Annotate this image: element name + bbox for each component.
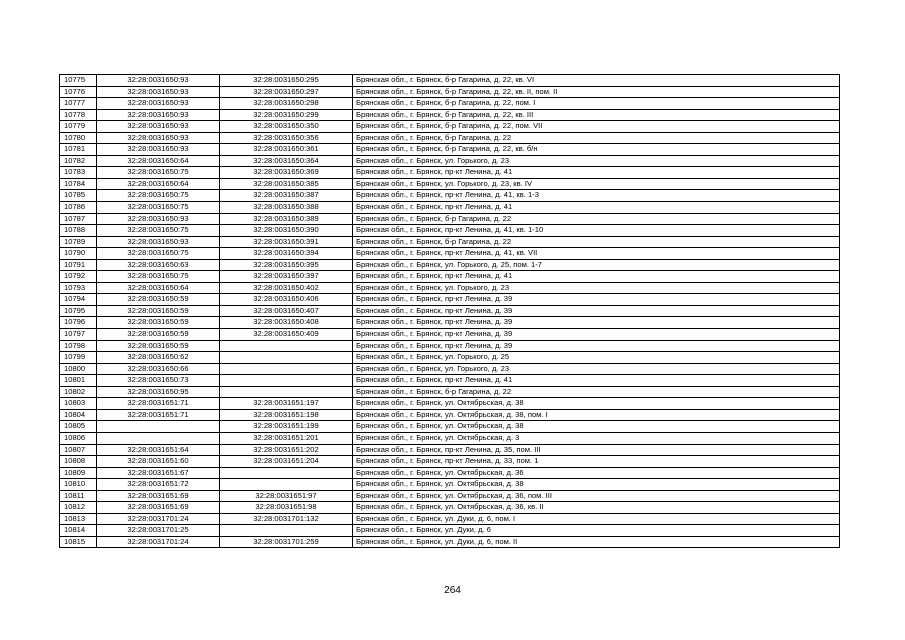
- land-cadastral-number-cell: 32:28:0031650:59: [97, 317, 220, 329]
- row-number-cell: 10811: [60, 490, 97, 502]
- row-number-cell: 10782: [60, 155, 97, 167]
- land-cadastral-number-cell: 32:28:0031650:95: [97, 386, 220, 398]
- address-cell: Брянская обл., г. Брянск, пр-кт Ленина, д. 41, кв. 1-10: [353, 225, 840, 237]
- table-row: [60, 490, 840, 502]
- table-row: [60, 248, 840, 260]
- table-row: [60, 329, 840, 341]
- land-cadastral-number-cell: 32:28:0031650:59: [97, 340, 220, 352]
- land-cadastral-number-cell: 32:28:0031701:25: [97, 525, 220, 537]
- table-row: [60, 432, 840, 444]
- table-row: [60, 352, 840, 364]
- object-cadastral-number-cell: 32:28:0031650:388: [220, 202, 353, 214]
- row-number-cell: 10795: [60, 305, 97, 317]
- land-cadastral-number-cell: 32:28:0031650:64: [97, 155, 220, 167]
- object-cadastral-number-cell: 32:28:0031650:298: [220, 98, 353, 110]
- land-cadastral-number-cell: 32:28:0031650:75: [97, 271, 220, 283]
- land-cadastral-number-cell: 32:28:0031650:75: [97, 248, 220, 260]
- land-cadastral-number-cell: 32:28:0031650:63: [97, 259, 220, 271]
- address-cell: Брянская обл., г. Брянск, пр-кт Ленина, д. 41: [353, 375, 840, 387]
- land-cadastral-number-cell: 32:28:0031650:75: [97, 190, 220, 202]
- address-cell: Брянская обл., г. Брянск, пр-кт Ленина, д. 41: [353, 271, 840, 283]
- address-cell: Брянская обл., г. Брянск, б-р Гагарина, д. 22, пом. I: [353, 98, 840, 110]
- address-cell: Брянская обл., г. Брянск, ул. Дуки, д. 6, пом. II: [353, 536, 840, 548]
- row-number-cell: 10783: [60, 167, 97, 179]
- table-row: [60, 456, 840, 468]
- address-cell: Брянская обл., г. Брянск, пр-кт Ленина, д. 35, пом. III: [353, 444, 840, 456]
- address-cell: Брянская обл., г. Брянск, пр-кт Ленина, д. 39: [353, 340, 840, 352]
- address-cell: Брянская обл., г. Брянск, пр-кт Ленина, д. 41: [353, 202, 840, 214]
- object-cadastral-number-cell: 32:28:0031650:385: [220, 178, 353, 190]
- table-row: [60, 317, 840, 329]
- row-number-cell: 10794: [60, 294, 97, 306]
- table-row: [60, 421, 840, 433]
- row-number-cell: 10806: [60, 432, 97, 444]
- table-row: [60, 305, 840, 317]
- object-cadastral-number-cell: 32:28:0031650:394: [220, 248, 353, 260]
- land-cadastral-number-cell: 32:28:0031650:59: [97, 329, 220, 341]
- object-cadastral-number-cell: [220, 525, 353, 537]
- address-cell: Брянская обл., г. Брянск, б-р Гагарина, д. 22, кв. б/н: [353, 144, 840, 156]
- object-cadastral-number-cell: 32:28:0031651:197: [220, 398, 353, 410]
- land-cadastral-number-cell: 32:28:0031650:93: [97, 236, 220, 248]
- object-cadastral-number-cell: 32:28:0031650:364: [220, 155, 353, 167]
- row-number-cell: 10797: [60, 329, 97, 341]
- address-cell: Брянская обл., г. Брянск, ул. Октябрьская, д. 36, пом. III: [353, 490, 840, 502]
- row-number-cell: 10804: [60, 409, 97, 421]
- object-cadastral-number-cell: [220, 375, 353, 387]
- object-cadastral-number-cell: 32:28:0031650:402: [220, 282, 353, 294]
- land-cadastral-number-cell: 32:28:0031650:75: [97, 167, 220, 179]
- object-cadastral-number-cell: 32:28:0031651:97: [220, 490, 353, 502]
- row-number-cell: 10779: [60, 121, 97, 133]
- object-cadastral-number-cell: 32:28:0031701:132: [220, 513, 353, 525]
- table-row: [60, 167, 840, 179]
- address-cell: Брянская обл., г. Брянск, пр-кт Ленина, д. 39: [353, 305, 840, 317]
- address-cell: Брянская обл., г. Брянск, б-р Гагарина, д. 22: [353, 213, 840, 225]
- row-number-cell: 10787: [60, 213, 97, 225]
- table-row: [60, 178, 840, 190]
- table-row: [60, 340, 840, 352]
- row-number-cell: 10808: [60, 456, 97, 468]
- table-row: [60, 479, 840, 491]
- address-cell: Брянская обл., г. Брянск, ул. Горького, д. 25: [353, 352, 840, 364]
- table-row: [60, 271, 840, 283]
- address-cell: Брянская обл., г. Брянск, пр-кт Ленина, д. 41, кв. VII: [353, 248, 840, 260]
- object-cadastral-number-cell: 32:28:0031650:408: [220, 317, 353, 329]
- address-cell: Брянская обл., г. Брянск, ул. Октябрьская, д. 3: [353, 432, 840, 444]
- table-row: [60, 386, 840, 398]
- object-cadastral-number-cell: 32:28:0031650:391: [220, 236, 353, 248]
- row-number-cell: 10784: [60, 178, 97, 190]
- registry-table-body: [60, 75, 840, 548]
- land-cadastral-number-cell: 32:28:0031650:73: [97, 375, 220, 387]
- land-cadastral-number-cell: 32:28:0031650:59: [97, 294, 220, 306]
- object-cadastral-number-cell: [220, 386, 353, 398]
- table-row: [60, 190, 840, 202]
- table-row: [60, 536, 840, 548]
- address-cell: Брянская обл., г. Брянск, ул. Горького, д. 23, кв. IV: [353, 178, 840, 190]
- table-row: [60, 132, 840, 144]
- object-cadastral-number-cell: 32:28:0031650:390: [220, 225, 353, 237]
- object-cadastral-number-cell: 32:28:0031650:350: [220, 121, 353, 133]
- row-number-cell: 10801: [60, 375, 97, 387]
- land-cadastral-number-cell: 32:28:0031650:62: [97, 352, 220, 364]
- address-cell: Брянская обл., г. Брянск, ул. Октябрьская, д. 38: [353, 398, 840, 410]
- table-row: [60, 213, 840, 225]
- address-cell: Брянская обл., г. Брянск, пр-кт Ленина, д. 39: [353, 294, 840, 306]
- land-cadastral-number-cell: 32:28:0031650:75: [97, 202, 220, 214]
- object-cadastral-number-cell: 32:28:0031650:387: [220, 190, 353, 202]
- land-cadastral-number-cell: 32:28:0031650:64: [97, 282, 220, 294]
- address-cell: Брянская обл., г. Брянск, б-р Гагарина, д. 22, пом. VII: [353, 121, 840, 133]
- row-number-cell: 10791: [60, 259, 97, 271]
- row-number-cell: 10775: [60, 75, 97, 87]
- table-row: [60, 513, 840, 525]
- object-cadastral-number-cell: 32:28:0031650:297: [220, 86, 353, 98]
- table-row: [60, 236, 840, 248]
- object-cadastral-number-cell: [220, 467, 353, 479]
- table-row: [60, 467, 840, 479]
- land-cadastral-number-cell: 32:28:0031651:64: [97, 444, 220, 456]
- row-number-cell: 10812: [60, 502, 97, 514]
- table-row: [60, 375, 840, 387]
- row-number-cell: 10777: [60, 98, 97, 110]
- land-cadastral-number-cell: 32:28:0031650:93: [97, 98, 220, 110]
- table-row: [60, 259, 840, 271]
- land-cadastral-number-cell: [97, 421, 220, 433]
- table-row: [60, 144, 840, 156]
- land-cadastral-number-cell: 32:28:0031650:64: [97, 178, 220, 190]
- row-number-cell: 10798: [60, 340, 97, 352]
- row-number-cell: 10800: [60, 363, 97, 375]
- land-cadastral-number-cell: 32:28:0031650:93: [97, 109, 220, 121]
- address-cell: Брянская обл., г. Брянск, ул. Октябрьская, д. 36: [353, 467, 840, 479]
- land-cadastral-number-cell: 32:28:0031651:69: [97, 490, 220, 502]
- land-cadastral-number-cell: 32:28:0031651:67: [97, 467, 220, 479]
- object-cadastral-number-cell: 32:28:0031650:295: [220, 75, 353, 87]
- object-cadastral-number-cell: 32:28:0031650:356: [220, 132, 353, 144]
- object-cadastral-number-cell: [220, 352, 353, 364]
- land-cadastral-number-cell: 32:28:0031650:93: [97, 213, 220, 225]
- page-number: 264: [444, 585, 461, 596]
- row-number-cell: 10805: [60, 421, 97, 433]
- table-row: [60, 225, 840, 237]
- object-cadastral-number-cell: 32:28:0031650:407: [220, 305, 353, 317]
- row-number-cell: 10786: [60, 202, 97, 214]
- object-cadastral-number-cell: 32:28:0031650:389: [220, 213, 353, 225]
- object-cadastral-number-cell: 32:28:0031651:202: [220, 444, 353, 456]
- address-cell: Брянская обл., г. Брянск, ул. Горького, д. 23: [353, 155, 840, 167]
- object-cadastral-number-cell: 32:28:0031701:259: [220, 536, 353, 548]
- object-cadastral-number-cell: 32:28:0031650:406: [220, 294, 353, 306]
- land-cadastral-number-cell: 32:28:0031651:60: [97, 456, 220, 468]
- row-number-cell: 10815: [60, 536, 97, 548]
- row-number-cell: 10813: [60, 513, 97, 525]
- row-number-cell: 10788: [60, 225, 97, 237]
- row-number-cell: 10814: [60, 525, 97, 537]
- object-cadastral-number-cell: 32:28:0031650:369: [220, 167, 353, 179]
- land-cadastral-number-cell: 32:28:0031650:93: [97, 144, 220, 156]
- address-cell: Брянская обл., г. Брянск, ул. Горького, д. 23: [353, 363, 840, 375]
- object-cadastral-number-cell: 32:28:0031650:395: [220, 259, 353, 271]
- land-cadastral-number-cell: 32:28:0031651:69: [97, 502, 220, 514]
- row-number-cell: 10781: [60, 144, 97, 156]
- object-cadastral-number-cell: [220, 363, 353, 375]
- row-number-cell: 10778: [60, 109, 97, 121]
- land-cadastral-number-cell: 32:28:0031650:93: [97, 121, 220, 133]
- table-row: [60, 525, 840, 537]
- table-row: [60, 155, 840, 167]
- row-number-cell: 10796: [60, 317, 97, 329]
- address-cell: Брянская обл., г. Брянск, ул. Октябрьская, д. 38: [353, 421, 840, 433]
- land-cadastral-number-cell: 32:28:0031650:93: [97, 132, 220, 144]
- land-cadastral-number-cell: 32:28:0031650:93: [97, 86, 220, 98]
- row-number-cell: 10809: [60, 467, 97, 479]
- object-cadastral-number-cell: 32:28:0031650:409: [220, 329, 353, 341]
- land-cadastral-number-cell: 32:28:0031701:24: [97, 513, 220, 525]
- object-cadastral-number-cell: 32:28:0031650:299: [220, 109, 353, 121]
- registry-table: [59, 74, 840, 548]
- table-row: [60, 202, 840, 214]
- object-cadastral-number-cell: [220, 479, 353, 491]
- object-cadastral-number-cell: 32:28:0031651:198: [220, 409, 353, 421]
- row-number-cell: 10792: [60, 271, 97, 283]
- land-cadastral-number-cell: 32:28:0031650:66: [97, 363, 220, 375]
- table-row: [60, 75, 840, 87]
- address-cell: Брянская обл., г. Брянск, ул. Дуки, д. 6: [353, 525, 840, 537]
- object-cadastral-number-cell: [220, 340, 353, 352]
- land-cadastral-number-cell: [97, 432, 220, 444]
- row-number-cell: 10803: [60, 398, 97, 410]
- table-row: [60, 86, 840, 98]
- land-cadastral-number-cell: 32:28:0031650:59: [97, 305, 220, 317]
- address-cell: Брянская обл., г. Брянск, б-р Гагарина, д. 22: [353, 386, 840, 398]
- address-cell: Брянская обл., г. Брянск, ул. Горького, д. 25, пом. 1-7: [353, 259, 840, 271]
- object-cadastral-number-cell: 32:28:0031651:199: [220, 421, 353, 433]
- row-number-cell: 10789: [60, 236, 97, 248]
- address-cell: Брянская обл., г. Брянск, пр-кт Ленина, д. 41: [353, 167, 840, 179]
- address-cell: Брянская обл., г. Брянск, б-р Гагарина, д. 22: [353, 132, 840, 144]
- table-row: [60, 444, 840, 456]
- row-number-cell: 10802: [60, 386, 97, 398]
- row-number-cell: 10799: [60, 352, 97, 364]
- address-cell: Брянская обл., г. Брянск, б-р Гагарина, д. 22, кв. VI: [353, 75, 840, 87]
- address-cell: Брянская обл., г. Брянск, б-р Гагарина, д. 22, кв. II, пом. II: [353, 86, 840, 98]
- row-number-cell: 10780: [60, 132, 97, 144]
- table-row: [60, 121, 840, 133]
- address-cell: Брянская обл., г. Брянск, б-р Гагарина, д. 22: [353, 236, 840, 248]
- land-cadastral-number-cell: 32:28:0031701:24: [97, 536, 220, 548]
- row-number-cell: 10776: [60, 86, 97, 98]
- table-row: [60, 398, 840, 410]
- land-cadastral-number-cell: 32:28:0031651:72: [97, 479, 220, 491]
- object-cadastral-number-cell: 32:28:0031651:98: [220, 502, 353, 514]
- address-cell: Брянская обл., г. Брянск, пр-кт Ленина, д. 41, кв. 1-3: [353, 190, 840, 202]
- address-cell: Брянская обл., г. Брянск, пр-кт Ленина, д. 39: [353, 317, 840, 329]
- object-cadastral-number-cell: 32:28:0031650:397: [220, 271, 353, 283]
- object-cadastral-number-cell: 32:28:0031650:361: [220, 144, 353, 156]
- table-row: [60, 294, 840, 306]
- row-number-cell: 10793: [60, 282, 97, 294]
- land-cadastral-number-cell: 32:28:0031650:93: [97, 75, 220, 87]
- address-cell: Брянская обл., г. Брянск, пр-кт Ленина, д. 39: [353, 329, 840, 341]
- table-row: [60, 98, 840, 110]
- land-cadastral-number-cell: 32:28:0031651:71: [97, 398, 220, 410]
- row-number-cell: 10807: [60, 444, 97, 456]
- address-cell: Брянская обл., г. Брянск, ул. Октябрьская, д. 36, кв. II: [353, 502, 840, 514]
- land-cadastral-number-cell: 32:28:0031651:71: [97, 409, 220, 421]
- table-row: [60, 409, 840, 421]
- table-row: [60, 363, 840, 375]
- row-number-cell: 10785: [60, 190, 97, 202]
- address-cell: Брянская обл., г. Брянск, ул. Дуки, д. 6, пом. I: [353, 513, 840, 525]
- address-cell: Брянская обл., г. Брянск, пр-кт Ленина, д. 33, пом. 1: [353, 456, 840, 468]
- table-row: [60, 502, 840, 514]
- address-cell: Брянская обл., г. Брянск, б-р Гагарина, д. 22, кв. III: [353, 109, 840, 121]
- table-row: [60, 282, 840, 294]
- land-cadastral-number-cell: 32:28:0031650:75: [97, 225, 220, 237]
- address-cell: Брянская обл., г. Брянск, ул. Октябрьская, д. 38: [353, 479, 840, 491]
- object-cadastral-number-cell: 32:28:0031651:201: [220, 432, 353, 444]
- row-number-cell: 10790: [60, 248, 97, 260]
- table-row: [60, 109, 840, 121]
- row-number-cell: 10810: [60, 479, 97, 491]
- object-cadastral-number-cell: 32:28:0031651:204: [220, 456, 353, 468]
- address-cell: Брянская обл., г. Брянск, ул. Октябрьская, д. 38, пом. I: [353, 409, 840, 421]
- address-cell: Брянская обл., г. Брянск, ул. Горького, д. 23: [353, 282, 840, 294]
